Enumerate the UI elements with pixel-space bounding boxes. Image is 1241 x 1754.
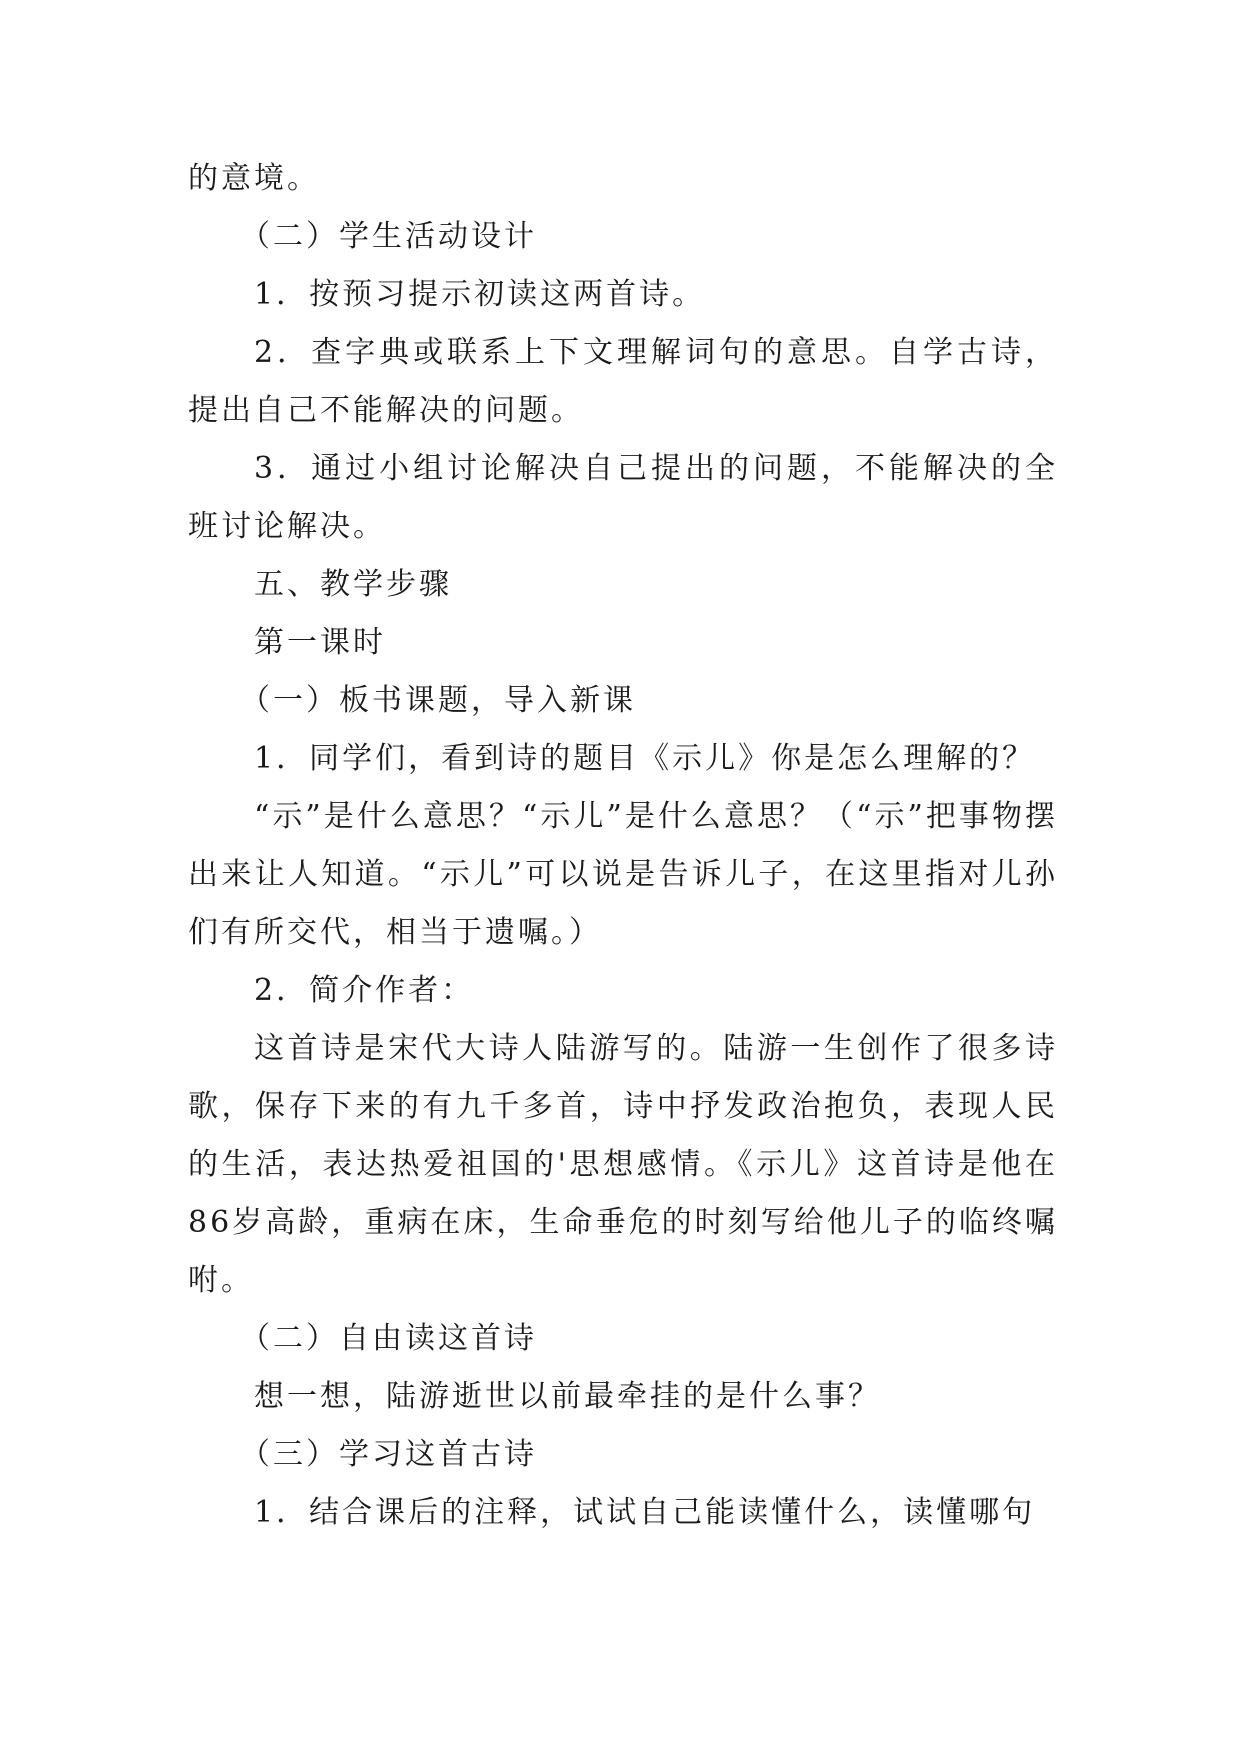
paragraph-continuation: 的意境。	[188, 161, 320, 196]
list-item-2: 2．查字典或联系上下文理解词句的意思。自学古诗，提出自己不能解决的问题。	[188, 335, 1058, 428]
study-item-1: 1．结合课后的注释，试试自己能读懂什么，读懂哪句	[254, 1495, 1036, 1530]
section-heading-teaching-steps: 五、教学步骤	[254, 567, 452, 602]
author-intro-paragraph: 这首诗是宋代大诗人陆游写的。陆游一生创作了很多诗歌，保存下来的有九千多首，诗中抒发政治抱负，表现人民的生活，表达热爱祖国的'思想感情。《示儿》这首诗是他在86岁高龄，重病在床，生命垂危的时刻写给他儿子的临终嘱咐。	[188, 1031, 1058, 1298]
explanation-paragraph: “示”是什么意思？“示儿”是什么意思？（“示”把事物摆出来让人知道。“示儿”可以说是告诉儿子，在这里指对儿孙们有所交代，相当于遗嘱。）	[188, 799, 1058, 950]
reflection-question: 想一想，陆游逝世以前最牵挂的是什么事？	[254, 1379, 881, 1414]
document-body	[188, 150, 1058, 1542]
subsection-heading-1: （一）板书课题，导入新课	[240, 683, 636, 718]
list-item-3: 3．通过小组讨论解决自己提出的问题，不能解决的全班讨论解决。	[188, 451, 1058, 544]
question-item-1: 1．同学们，看到诗的题目《示儿》你是怎么理解的？	[254, 741, 1036, 776]
list-item-1: 1．按预习提示初读这两首诗。	[254, 277, 706, 312]
subsection-heading-3: （三）学习这首古诗	[240, 1437, 537, 1472]
lesson-heading: 第一课时	[254, 625, 386, 660]
section-heading-student-activities: （二）学生活动设计	[240, 219, 537, 254]
author-intro-heading: 2．简介作者：	[254, 973, 475, 1008]
subsection-heading-2: （二）自由读这首诗	[240, 1321, 537, 1356]
